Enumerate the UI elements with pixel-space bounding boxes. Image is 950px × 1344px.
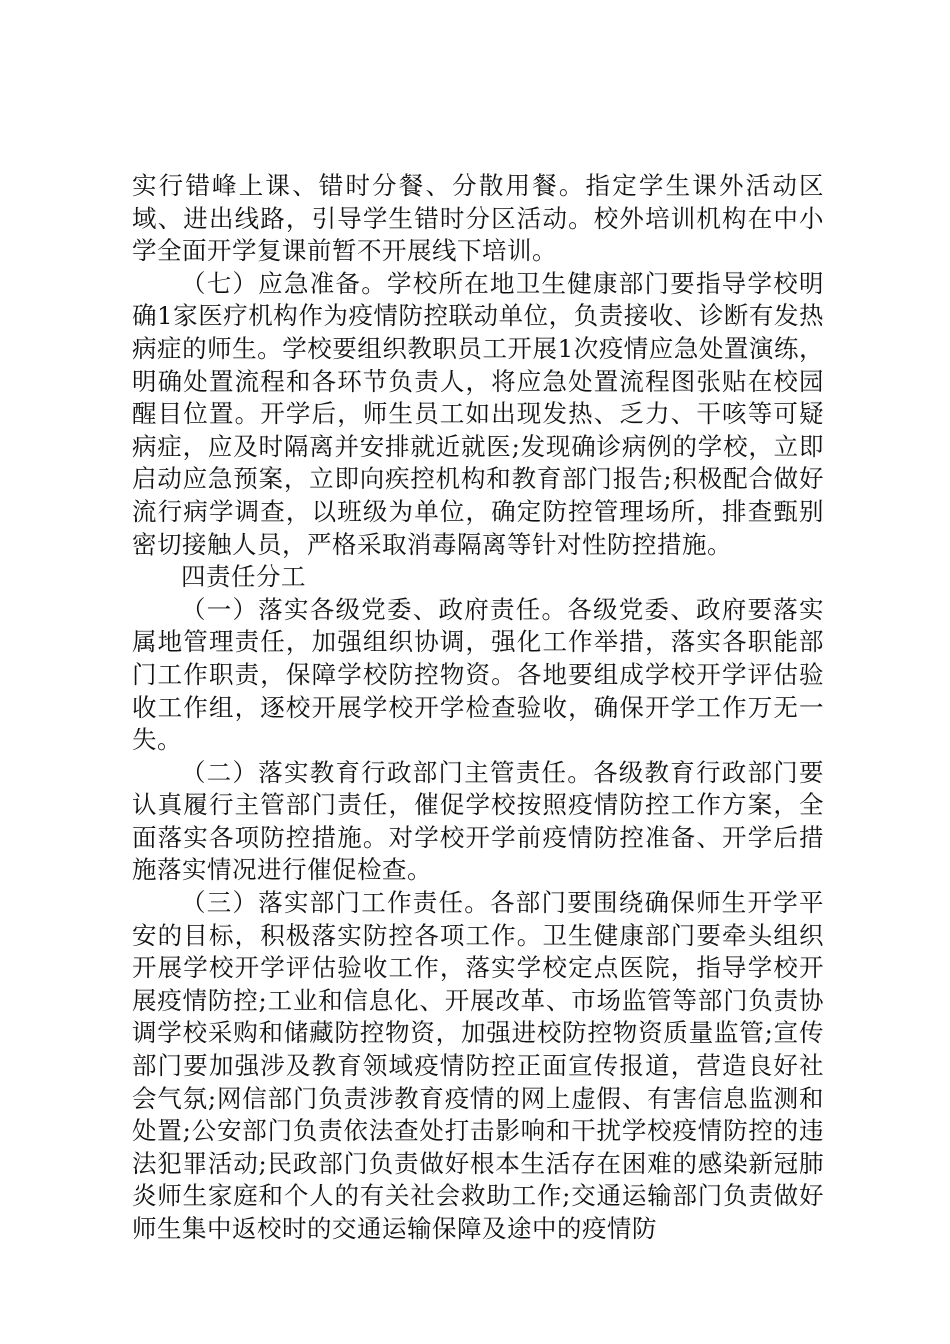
paragraph-education-department-responsibility: （二）落实教育行政部门主管责任。各级教育行政部门要认真履行主管部门责任，催促学校按照疫情防控工作方案，全面落实各项防控措施。对学校开学前疫情防控准备、开学后措施落实情况进行催促检查。 <box>132 757 824 885</box>
paragraph-party-government-responsibility: （一）落实各级党委、政府责任。各级党委、政府要落实属地管理责任，加强组织协调，强化工作举措，落实各职能部门工作职责，保障学校防控物资。各地要组成学校开学评估验收工作组，逐校开展学校开学检查验收，确保开学工作万无一失。 <box>132 594 824 755</box>
paragraph-emergency-preparation: （七）应急准备。学校所在地卫生健康部门要指导学校明确1家医疗机构作为疫情防控联动单位，负责接收、诊断有发热病症的师生。学校要组织教职员工开展1次疫情应急处置演练，明确处置流程和各环节负责人，将应急处置流程图张贴在校园醒目位置。开学后，师生员工如出现发热、乏力、干咳等可疑病症，应及时隔离并安排就近就医;发现确诊病例的学校，立即启动应急预案，立即向疾控机构和教育部门报告;积极配合做好流行病学调查，以班级为单位，确定防控管理场所，排查甄别密切接触人员，严格采取消毒隔离等针对性防控措施。 <box>132 268 824 559</box>
paragraph-staggered-schedule: 实行错峰上课、错时分餐、分散用餐。指定学生课外活动区域、进出线路，引导学生错时分区活动。校外培训机构在中小学全面开学复课前暂不开展线下培训。 <box>132 171 824 266</box>
document-body <box>132 170 824 1246</box>
paragraph-department-work-responsibility: （三）落实部门工作责任。各部门要围绕确保师生开学平安的目标，积极落实防控各项工作。卫生健康部门要牵头组织开展学校开学评估验收工作，落实学校定点医院，指导学校开展疫情防控;工业和信息化、开展改革、市场监管等部门负责协调学校采购和储藏防控物资，加强进校防控物资质量监管;宣传部门要加强涉及教育领域疫情防控正面宣传报道，营造良好社会气氛;网信部门负责涉教育疫情的网上虚假、有害信息监测和处置;公安部门负责依法查处打击影响和干扰学校疫情防控的违法犯罪活动;民政部门负责做好根本生活存在困难的感染新冠肺炎师生家庭和个人的有关社会救助工作;交通运输部门负责做好师生集中返校时的交通运输保障及途中的疫情防 <box>132 888 824 1243</box>
section-heading-responsibilities: 四责任分工 <box>181 562 306 592</box>
